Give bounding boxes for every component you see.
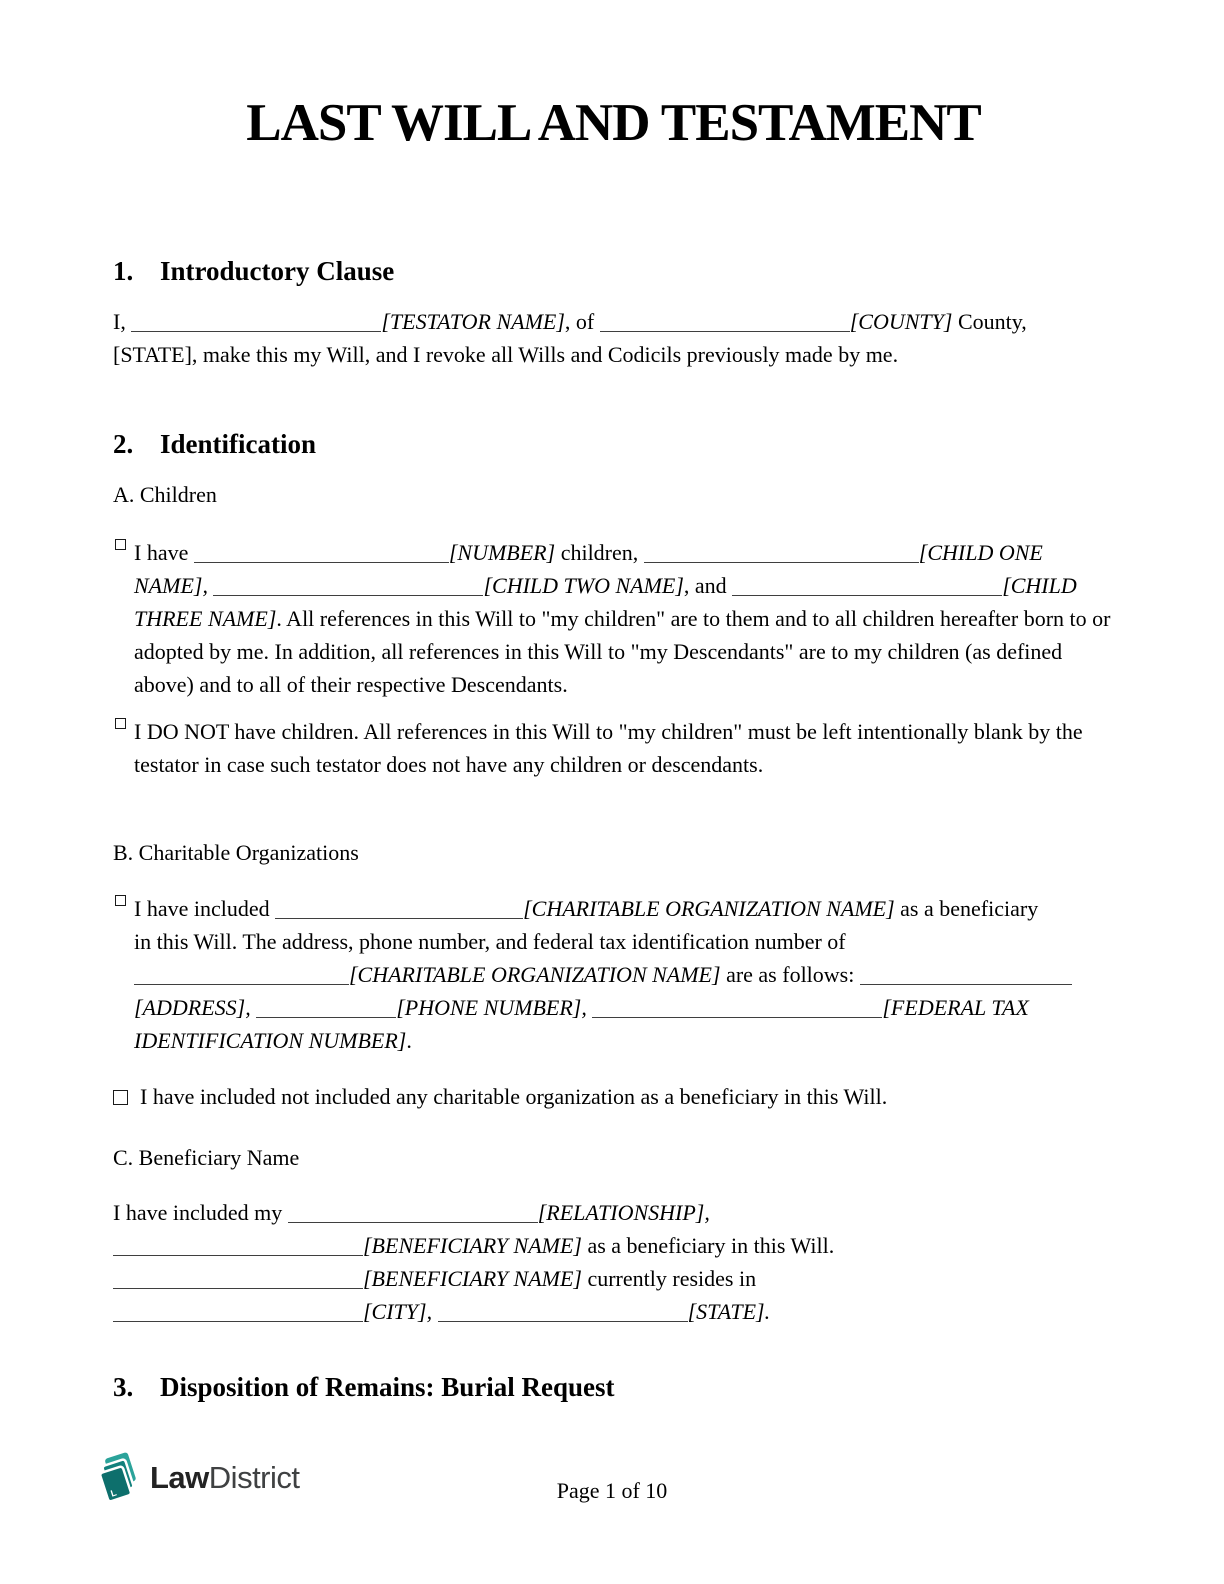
placeholder-text: [CHARITABLE ORGANIZATION NAME] — [523, 895, 895, 921]
placeholder-text: [RELATIONSHIP], — [537, 1199, 710, 1225]
subheading-charitable-organizations: B. Charitable Organizations — [113, 839, 359, 865]
logo-law: Law — [150, 1460, 209, 1495]
checkbox-no-children[interactable] — [115, 718, 126, 729]
fill-in-blank — [113, 1302, 363, 1322]
placeholder-text: [CITY], — [363, 1298, 433, 1324]
placeholder-text: [STATE]. — [687, 1298, 771, 1324]
text-run: currently resides in — [581, 1265, 757, 1291]
placeholder-text: [NUMBER] — [448, 539, 556, 565]
text-run: children, — [555, 539, 644, 565]
subheading-children: A. Children — [113, 481, 217, 507]
fill-in-blank — [131, 312, 381, 332]
checkbox-charity-included[interactable] — [115, 895, 126, 906]
text-run: I have included not included any charitable organization as a beneficiary in this Will. — [140, 1083, 888, 1109]
placeholder-text: [CHILD — [1002, 572, 1077, 598]
placeholder-text: [COUNTY] — [849, 308, 953, 334]
section-heading-disposition-of-remains — [113, 1370, 1114, 1404]
section-heading-introductory-clause — [113, 254, 1114, 288]
placeholder-text: [ADDRESS], — [134, 994, 251, 1020]
subheading-beneficiary-name: C. Beneficiary Name — [113, 1144, 300, 1170]
paragraph-introductory — [113, 305, 1114, 371]
text-run: I, — [113, 308, 132, 334]
placeholder-text: [PHONE NUMBER], — [396, 994, 587, 1020]
page-number: Page 1 of 10 — [556, 1478, 668, 1503]
section-number: 1. — [113, 255, 134, 286]
fill-in-blank — [213, 576, 483, 596]
placeholder-text: IDENTIFICATION NUMBER] — [134, 1027, 407, 1053]
placeholder-text: [TESTATOR NAME] — [381, 308, 565, 334]
section-heading-label: Disposition of Remains: Burial Request — [160, 1371, 615, 1402]
option-no-children-text — [134, 719, 1083, 777]
text-run: I have included my — [113, 1199, 288, 1225]
text-run: are as follows: — [720, 961, 860, 987]
fill-in-blank — [644, 543, 919, 563]
text-run: County, — [952, 308, 1027, 334]
text-run: as a beneficiary — [894, 895, 1039, 921]
placeholder-text: NAME], — [134, 572, 208, 598]
section-heading-label: Identification — [160, 428, 317, 459]
text-run: [STATE], make this my Will, and I revoke all Wills and Codicils previously made by me. — [113, 341, 899, 367]
fill-in-blank — [256, 998, 396, 1018]
option-charity-not-included-text — [140, 1084, 887, 1109]
lawdistrict-logo-text — [150, 1460, 300, 1496]
option-have-children — [113, 536, 1114, 701]
placeholder-text: [CHILD ONE — [918, 539, 1043, 565]
option-charity-not-included — [113, 1080, 1114, 1113]
text-run: . All references in this Will to "my children" are to them and to all children hereafter born to or adopted by me. In addition, all references in this Will to "my Descendants" are to my children (as defined above) and to all of their respective Descendants. — [134, 605, 1111, 697]
option-charity-included — [113, 892, 1114, 1057]
text-run: in this Will. The address, phone number, and federal tax identification number of — [134, 928, 846, 954]
lawdistrict-logo — [98, 1452, 300, 1504]
text-run: as a beneficiary in this Will. — [581, 1232, 835, 1258]
logo-district: District — [208, 1460, 300, 1495]
page-title: LAST WILL AND TESTAMENT — [246, 94, 981, 152]
fill-in-blank — [134, 965, 349, 985]
fill-in-blank — [592, 998, 882, 1018]
text-run: I DO NOT have children. All references in this Will to "my children" must be left intentionally blank by the testator in case such testator does not have any children or descendants. — [134, 718, 1083, 777]
placeholder-text: [FEDERAL TAX — [882, 994, 1029, 1020]
fill-in-blank — [600, 312, 850, 332]
fill-in-blank — [275, 899, 523, 919]
text-run: . — [406, 1027, 412, 1053]
section-number: 3. — [113, 1371, 134, 1402]
fill-in-blank — [732, 576, 1002, 596]
fill-in-blank — [438, 1302, 688, 1322]
section-heading-identification — [113, 427, 1114, 461]
fill-in-blank — [113, 1236, 363, 1256]
fill-in-blank — [194, 543, 449, 563]
placeholder-text: [CHARITABLE ORGANIZATION NAME] — [349, 961, 721, 987]
paragraph-beneficiary — [113, 1196, 1114, 1328]
placeholder-text: [BENEFICIARY NAME] — [363, 1265, 582, 1291]
option-have-children-text — [134, 540, 1110, 697]
text-run: , of — [564, 308, 600, 334]
text-run: I have included — [134, 895, 276, 921]
page-footer — [0, 1448, 1224, 1538]
fill-in-blank — [288, 1203, 538, 1223]
option-charity-included-text — [134, 896, 1072, 1053]
checkbox-charity-not-included[interactable] — [113, 1090, 128, 1105]
lawdistrict-logo-icon — [98, 1452, 144, 1504]
checkbox-have-children[interactable] — [115, 539, 126, 550]
text-run: , and — [683, 572, 733, 598]
svg-text:L: L — [109, 1487, 118, 1499]
fill-in-blank — [113, 1269, 363, 1289]
option-no-children — [113, 715, 1114, 781]
placeholder-text: [BENEFICIARY NAME] — [363, 1232, 582, 1258]
placeholder-text: [CHILD TWO NAME] — [483, 572, 684, 598]
section-heading-label: Introductory Clause — [160, 255, 395, 286]
section-number: 2. — [113, 428, 134, 459]
fill-in-blank — [860, 965, 1072, 985]
placeholder-text: THREE NAME] — [134, 605, 277, 631]
text-run: I have — [134, 539, 194, 565]
